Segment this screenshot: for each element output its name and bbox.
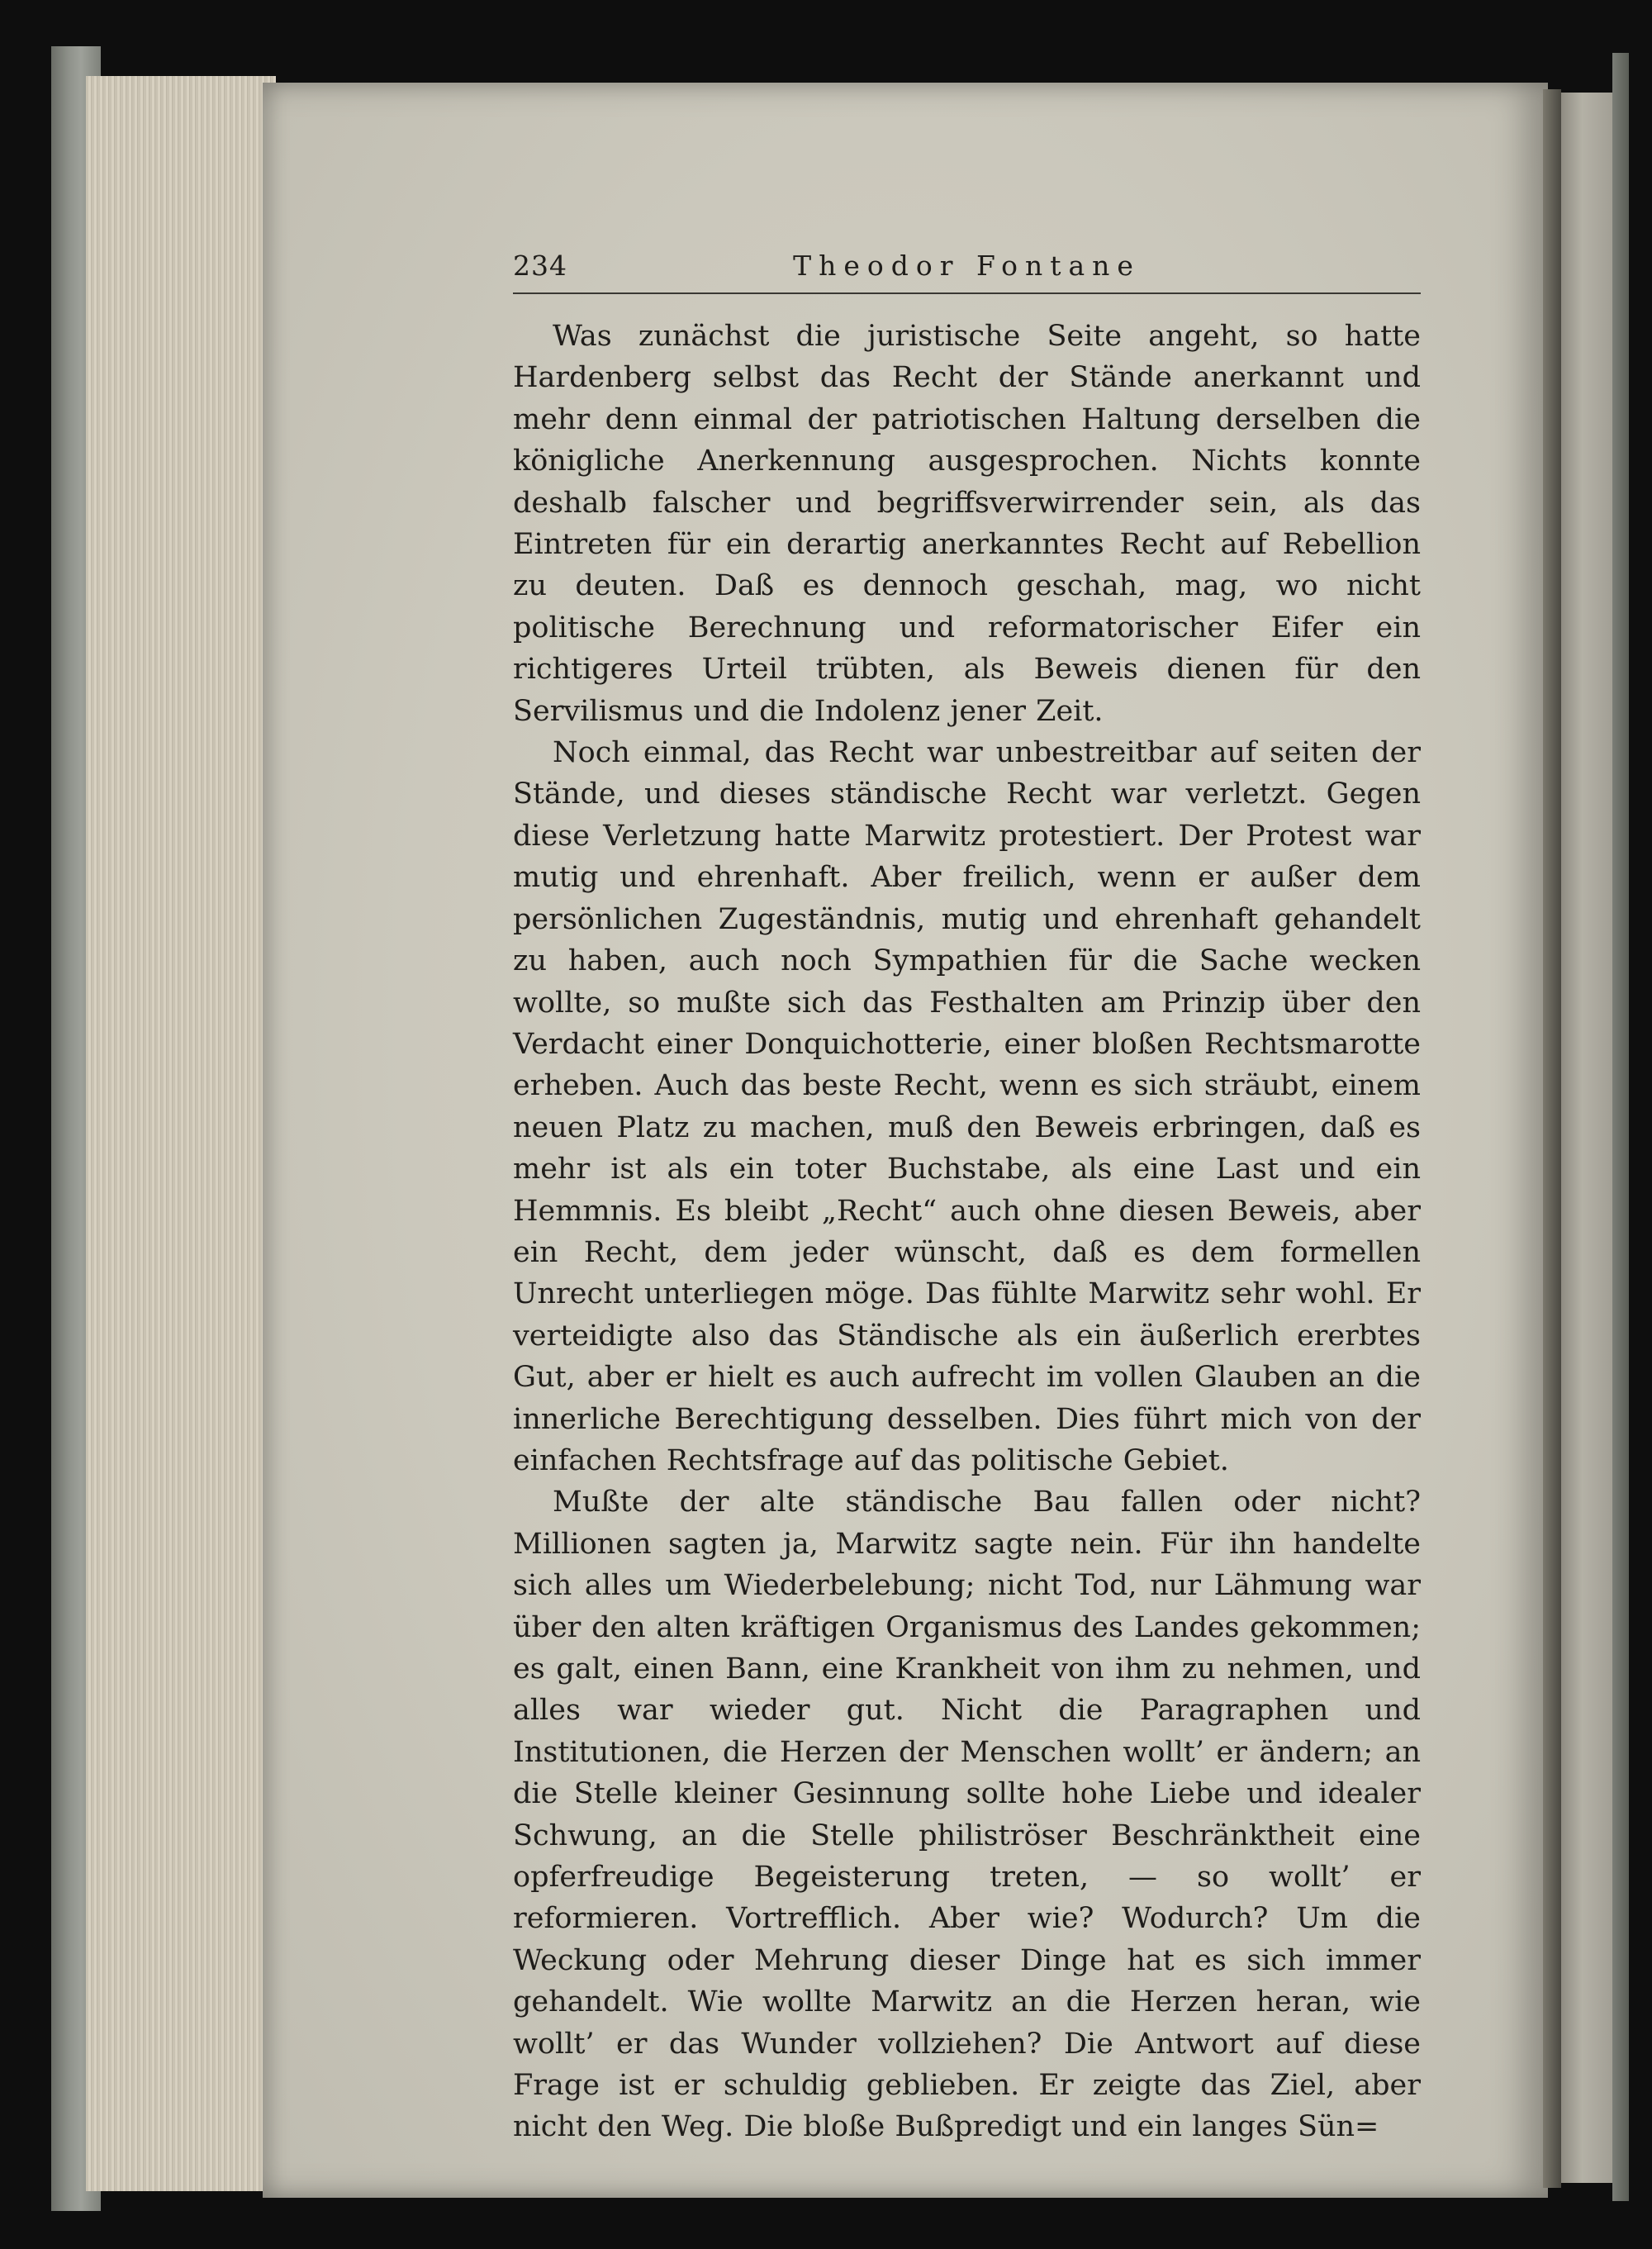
book-cover-right-edge xyxy=(1612,53,1629,2201)
text-block xyxy=(513,241,1421,2148)
facing-page-edge xyxy=(1561,93,1614,2183)
paragraph-2: Noch einmal, das Recht war unbestreitbar auf seiten der Stände, und dieses ständische Recht war verletzt. Gegen diese Verletzung hatte Marwitz protestiert. Der Protest war mutig und ehrenhaft. Aber freilich, wenn er außer dem persönlichen Zugeständnis, mutig und ehrenhaft gehandelt zu haben, auch noch Sympathien für die Sache wecken wollte, so mußte sich das Festhalten am Prinzip über den Verdacht einer Donquichotterie, einer bloßen Rechtsmarotte erheben. Auch das beste Recht, wenn es sich sträubt, einem neuen Platz zu machen, muß den Beweis erbringen, daß es mehr ist als ein toter Buchstabe, als eine Last und ein Hemmnis. Es bleibt „Recht“ auch ohne diesen Beweis, aber ein Recht, dem jeder wünscht, daß es dem formellen Unrecht unterliegen möge. Das fühlte Marwitz sehr wohl. Er verteidigte also das Ständische als ein äußerlich ererbtes Gut, aber er hielt es auch aufrecht im vollen Glauben an die innerliche Berechtigung desselben. Dies führt mich von der einfachen Rechtsfrage auf das politische Gebiet. xyxy=(513,736,1421,1477)
page-header xyxy=(513,241,1421,294)
running-head: Theodor Fontane xyxy=(793,250,1141,282)
book-gutter xyxy=(1543,89,1561,2188)
body-text xyxy=(513,316,1421,2148)
paragraph-1: Was zunächst die juristische Seite angeht, so hatte Hardenberg selbst das Recht der Stände anerkannt und mehr denn einmal der patriotischen Haltung derselben die königliche Anerkennung ausgesprochen. Nichts konnte deshalb falscher und begriffsverwirrender sein, als das Eintreten für ein derartig anerkanntes Recht auf Rebellion zu deuten. Daß es dennoch geschah, mag, wo nicht politische Berechnung und reformatorischer Eifer ein richtigeres Urteil trübten, als Beweis dienen für den Servilismus und die Indolenz jener Zeit. xyxy=(513,320,1421,728)
page-number: 234 xyxy=(513,250,567,282)
page-stack-edges xyxy=(86,76,276,2191)
paragraph-3: Mußte der alte ständische Bau fallen oder nicht? Millionen sagten ja, Marwitz sagte nein. Für ihn handelte sich alles um Wiederbelebung; nicht Tod, nur Lähmung war über den alten kräftigen Organismus des Landes gekommen; es galt, einen Bann, eine Krankheit von ihm zu nehmen, und alles war wieder gut. Nicht die Paragraphen und Institutionen, die Herzen der Menschen wollt’ er ändern; an die Stelle kleiner Gesinnung sollte hohe Liebe und idealer Schwung, an die Stelle philiströser Beschränktheit eine opferfreudige Begeisterung treten, — so wollt’ er reformieren. Vortrefflich. Aber wie? Wodurch? Um die Weckung oder Mehrung dieser Dinge hat es sich immer gehandelt. Wie wollte Marwitz an die Herzen heran, wie wollt’ er das Wunder vollziehen? Die Antwort auf diese Frage ist er schuldig geblieben. Er zeigte das Ziel, aber nicht den Weg. Die bloße Bußpredigt und ein langes Sün= xyxy=(513,1486,1421,2144)
